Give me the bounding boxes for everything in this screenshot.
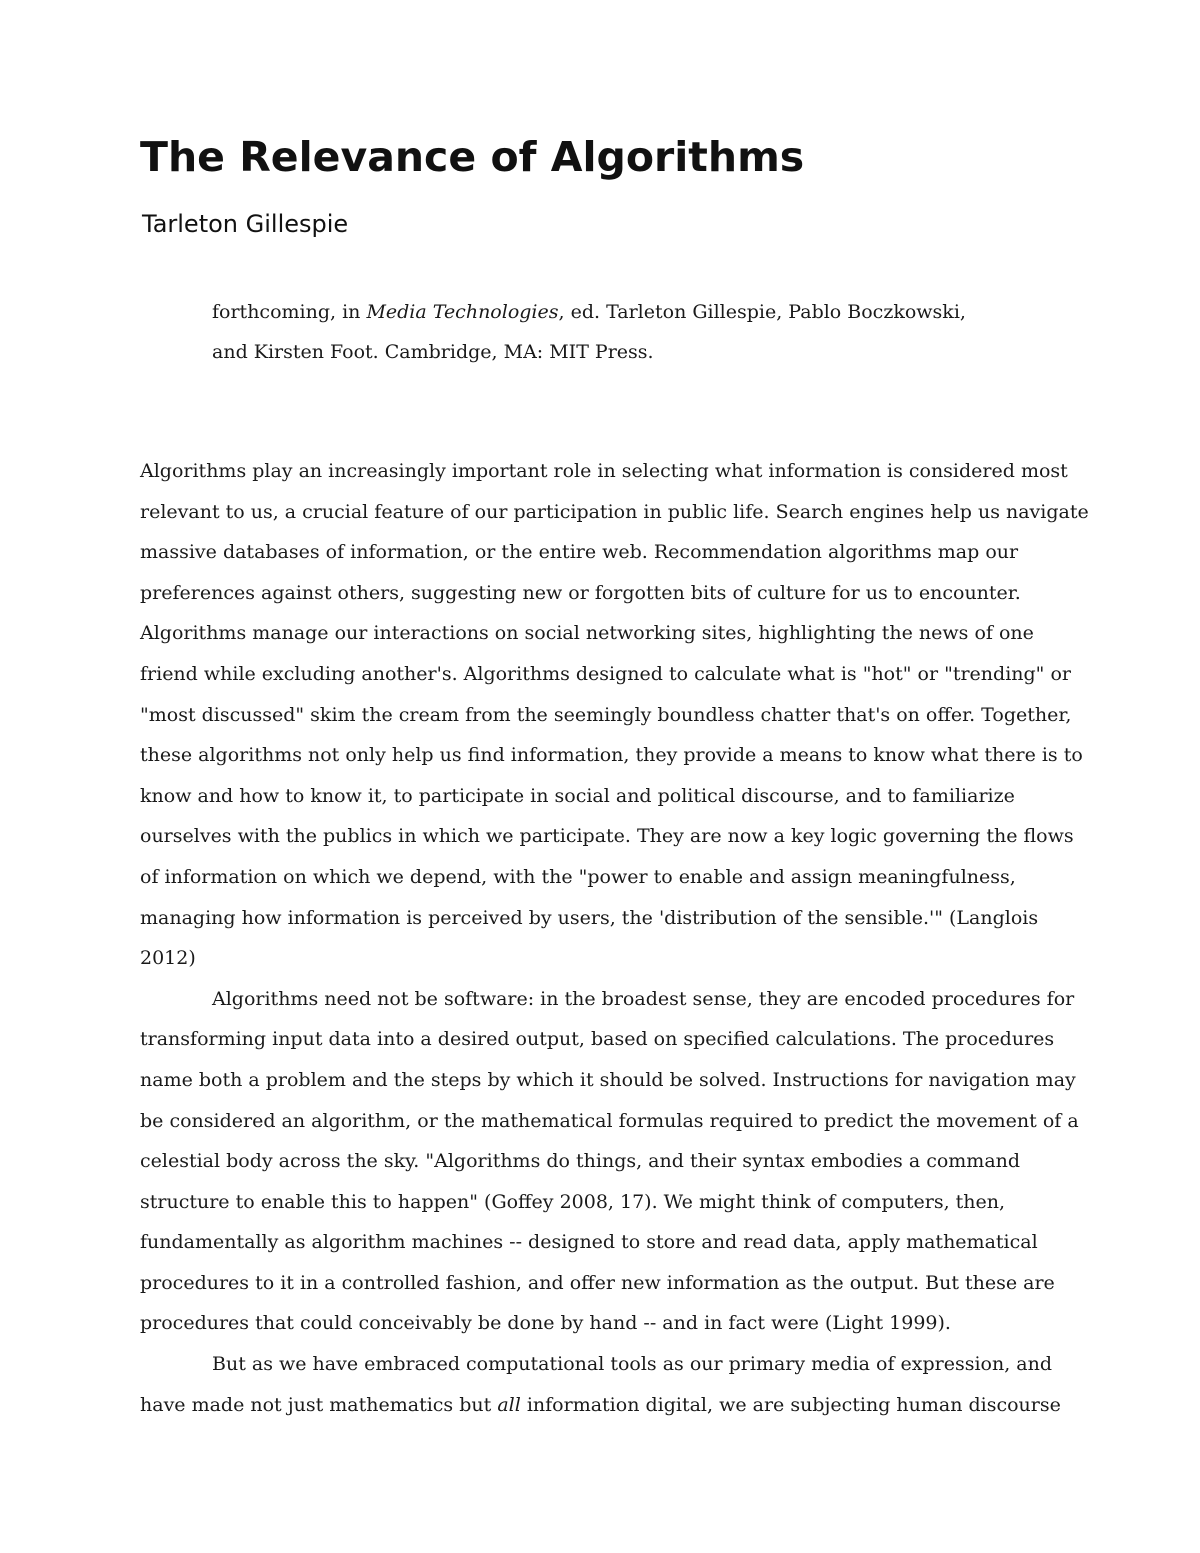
text-line: transforming input data into a desired output, based on specified calculations. The procedures [140, 1028, 1055, 1051]
text-segment: have made not just mathematics but [140, 1393, 498, 1416]
citation-line: and Kirsten Foot. Cambridge, MA: MIT Press. [212, 341, 654, 363]
emphasis-text: all [497, 1393, 521, 1416]
text-line: procedures that could conceivably be done by hand -- and in fact were (Light 1999). [140, 1312, 951, 1335]
citation-block [212, 292, 1012, 372]
text-line [140, 1385, 1070, 1426]
text-line: "most discussed" skim the cream from the seemingly boundless chatter that's on offer. Together, [140, 703, 1072, 726]
paragraph-2 [140, 979, 1079, 1344]
body-text [140, 451, 1089, 1425]
text-line: Algorithms play an increasingly important role in selecting what information is considered most [140, 460, 1068, 482]
text-line: structure to enable this to happen" (Goffey 2008, 17). We might think of computers, then, [140, 1190, 1006, 1213]
text-segment: information digital, we are subjecting human discourse [520, 1393, 1061, 1416]
citation-text: forthcoming, in [212, 301, 367, 323]
citation-book-title: Media Technologies [366, 301, 559, 323]
text-line: friend while excluding another's. Algorithms designed to calculate what is "hot" or "trending" or [140, 662, 1071, 685]
text-line: But as we have embraced computational tools as our primary media of expression, and [212, 1353, 1053, 1376]
text-line: celestial body across the sky. "Algorithms do things, and their syntax embodies a command [140, 1150, 1021, 1173]
text-line: know and how to know it, to participate in social and political discourse, and to familiarize [140, 784, 1015, 807]
text-line: ourselves with the publics in which we participate. They are now a key logic governing the flows [140, 825, 1074, 848]
paragraph-1 [140, 451, 1089, 979]
text-line: fundamentally as algorithm machines -- designed to store and read data, apply mathematical [140, 1231, 1038, 1254]
paragraph-3 [140, 1344, 1070, 1425]
document-title: The Relevance of Algorithms [140, 133, 805, 181]
text-line: these algorithms not only help us find information, they provide a means to know what there is to [140, 744, 1083, 767]
text-line: Algorithms manage our interactions on social networking sites, highlighting the news of one [140, 622, 1034, 645]
author-name: Tarleton Gillespie [142, 210, 349, 238]
text-line: managing how information is perceived by users, the 'distribution of the sensible.'" (Langlois [140, 906, 1039, 929]
citation-line [212, 292, 1012, 332]
text-line: name both a problem and the steps by which it should be solved. Instructions for navigation may [140, 1068, 1076, 1091]
text-line: massive databases of information, or the entire web. Recommendation algorithms map our [140, 541, 1019, 564]
text-line: of information on which we depend, with the "power to enable and assign meaningfulness, [140, 865, 1016, 888]
text-line: preferences against others, suggesting new or forgotten bits of culture for us to encounter. [140, 581, 1021, 604]
text-line: relevant to us, a crucial feature of our participation in public life. Search engines help us navigate [140, 500, 1089, 523]
text-line: 2012) [140, 947, 196, 970]
text-line: Algorithms need not be software: in the broadest sense, they are encoded procedures for [212, 987, 1075, 1010]
text-line: be considered an algorithm, or the mathematical formulas required to predict the movement of a [140, 1109, 1079, 1132]
text-line: procedures to it in a controlled fashion, and offer new information as the output. But these are [140, 1271, 1055, 1294]
citation-text: , ed. Tarleton Gillespie, Pablo Boczkowski, [558, 301, 966, 323]
